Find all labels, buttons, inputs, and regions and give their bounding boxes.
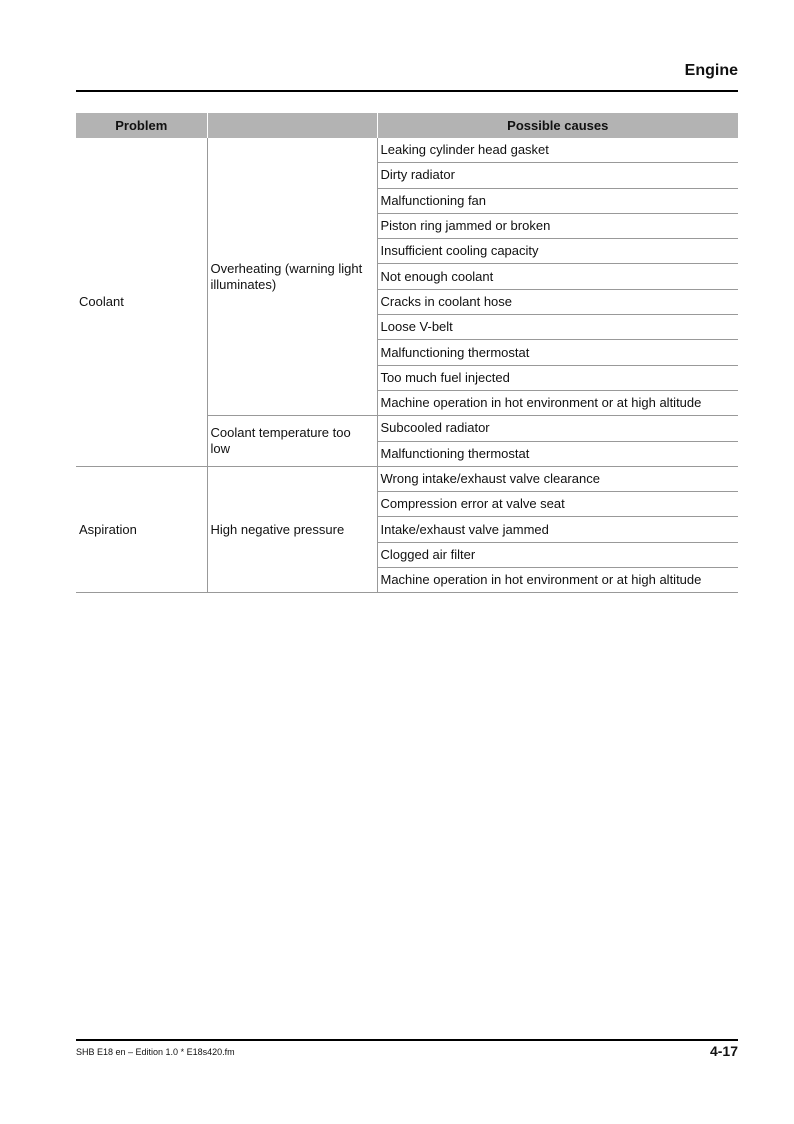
document-reference: SHB E18 en – Edition 1.0 * E18s420.fm bbox=[76, 1047, 235, 1057]
table-row bbox=[76, 466, 738, 491]
problem-cell: Coolant bbox=[76, 138, 207, 466]
problem-cell: Aspiration bbox=[76, 466, 207, 592]
cause-cell: Machine operation in hot environment or at high altitude bbox=[377, 390, 738, 415]
page-header bbox=[76, 58, 738, 92]
cause-cell: Piston ring jammed or broken bbox=[377, 213, 738, 238]
cause-cell: Too much fuel injected bbox=[377, 365, 738, 390]
cause-cell: Not enough coolant bbox=[377, 264, 738, 289]
symptom-cell: Coolant temperature too low bbox=[207, 416, 377, 467]
column-header-possible-causes: Possible causes bbox=[377, 113, 738, 138]
cause-cell: Cracks in coolant hose bbox=[377, 289, 738, 314]
cause-cell: Dirty radiator bbox=[377, 163, 738, 188]
troubleshooting-table bbox=[76, 113, 738, 593]
cause-cell: Clogged air filter bbox=[377, 542, 738, 567]
symptom-cell: High negative pressure bbox=[207, 466, 377, 592]
cause-cell: Malfunctioning thermostat bbox=[377, 340, 738, 365]
cause-cell: Wrong intake/exhaust valve clearance bbox=[377, 466, 738, 491]
cause-cell: Machine operation in hot environment or at high altitude bbox=[377, 568, 738, 593]
cause-cell: Leaking cylinder head gasket bbox=[377, 138, 738, 163]
column-header-problem: Problem bbox=[76, 113, 207, 138]
table-row bbox=[76, 138, 738, 163]
section-title: Engine bbox=[684, 62, 738, 79]
cause-cell: Loose V-belt bbox=[377, 315, 738, 340]
page-number: 4-17 bbox=[709, 1043, 738, 1059]
cause-cell: Compression error at valve seat bbox=[377, 492, 738, 517]
table-body bbox=[76, 138, 738, 593]
cause-cell: Intake/exhaust valve jammed bbox=[377, 517, 738, 542]
symptom-cell: Overheating (warning light illuminates) bbox=[207, 138, 377, 416]
page-footer bbox=[76, 1039, 738, 1065]
table-header-row bbox=[76, 113, 738, 138]
cause-cell: Malfunctioning thermostat bbox=[377, 441, 738, 466]
cause-cell: Malfunctioning fan bbox=[377, 188, 738, 213]
column-header-symptom bbox=[207, 113, 377, 138]
cause-cell: Insufficient cooling capacity bbox=[377, 239, 738, 264]
cause-cell: Subcooled radiator bbox=[377, 416, 738, 441]
